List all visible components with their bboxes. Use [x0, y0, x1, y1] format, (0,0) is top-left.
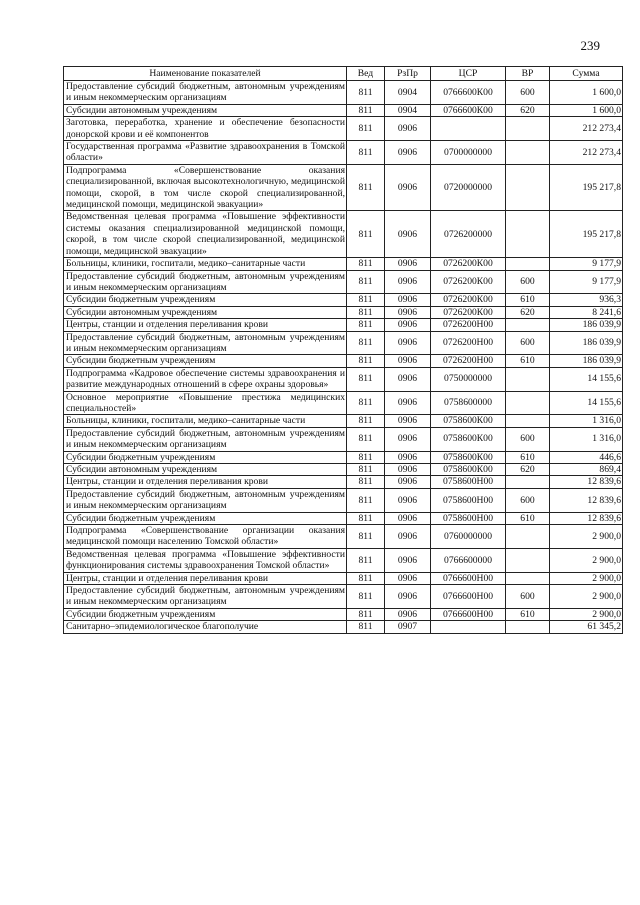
row-vr-cell: 600: [506, 331, 550, 355]
table-row: [64, 525, 623, 549]
row-rzpr-cell: 0906: [385, 164, 431, 211]
row-name-cell: Предоставление субсидий бюджетным, автономным учреждениям и иным некоммерческим организациям: [64, 585, 347, 609]
table-row: [64, 331, 623, 355]
row-sum-cell: 2 900,0: [550, 548, 623, 572]
row-vr-cell: 610: [506, 608, 550, 620]
row-name-cell: Государственная программа «Развитие здравоохранения в Томской области»: [64, 141, 347, 165]
row-name-cell: Центры, станции и отделения переливания крови: [64, 476, 347, 488]
row-sum-cell: 936,3: [550, 294, 623, 306]
row-rzpr-cell: 0906: [385, 608, 431, 620]
row-name-cell: Субсидии бюджетным учреждениям: [64, 451, 347, 463]
budget-table: [63, 66, 623, 634]
row-ved-cell: 811: [347, 104, 385, 116]
row-csr-cell: 0760000000: [431, 525, 506, 549]
row-ved-cell: 811: [347, 608, 385, 620]
row-csr-cell: 0726200К00: [431, 294, 506, 306]
row-name-cell: Субсидии бюджетным учреждениям: [64, 294, 347, 306]
row-name-cell: Субсидии автономным учреждениям: [64, 306, 347, 318]
row-sum-cell: 14 155,6: [550, 391, 623, 415]
row-name-cell: Больницы, клиники, госпитали, медико–санитарные части: [64, 415, 347, 427]
table-row: [64, 391, 623, 415]
row-rzpr-cell: 0906: [385, 427, 431, 451]
row-vr-cell: 600: [506, 488, 550, 512]
row-rzpr-cell: 0906: [385, 585, 431, 609]
row-vr-cell: 620: [506, 464, 550, 476]
row-ved-cell: 811: [347, 512, 385, 524]
row-sum-cell: 9 177,9: [550, 258, 623, 270]
row-ved-cell: 811: [347, 476, 385, 488]
row-csr-cell: 0758600Н00: [431, 512, 506, 524]
row-sum-cell: 2 900,0: [550, 608, 623, 620]
row-ved-cell: 811: [347, 141, 385, 165]
row-vr-cell: 620: [506, 306, 550, 318]
row-csr-cell: 0720000000: [431, 164, 506, 211]
row-sum-cell: 212 273,4: [550, 117, 623, 141]
row-rzpr-cell: 0906: [385, 415, 431, 427]
row-rzpr-cell: 0906: [385, 211, 431, 258]
table-header-row: [64, 67, 623, 81]
row-csr-cell: 0726200000: [431, 211, 506, 258]
row-csr-cell: 0726200К00: [431, 270, 506, 294]
row-rzpr-cell: 0906: [385, 476, 431, 488]
table-row: [64, 415, 623, 427]
row-csr-cell: 0766600000: [431, 548, 506, 572]
row-rzpr-cell: 0906: [385, 355, 431, 367]
row-vr-cell: [506, 367, 550, 391]
row-name-cell: Больницы, клиники, госпитали, медико–санитарные части: [64, 258, 347, 270]
row-vr-cell: [506, 141, 550, 165]
table-row: [64, 164, 623, 211]
row-name-cell: Субсидии автономным учреждениям: [64, 464, 347, 476]
table-row: [64, 117, 623, 141]
row-ved-cell: 811: [347, 464, 385, 476]
table-row: [64, 451, 623, 463]
row-ved-cell: 811: [347, 585, 385, 609]
row-vr-cell: [506, 548, 550, 572]
row-vr-cell: [506, 572, 550, 584]
row-name-cell: Субсидии бюджетным учреждениям: [64, 355, 347, 367]
row-ved-cell: 811: [347, 164, 385, 211]
row-rzpr-cell: 0906: [385, 141, 431, 165]
row-csr-cell: 0758600К00: [431, 464, 506, 476]
row-rzpr-cell: 0906: [385, 548, 431, 572]
row-vr-cell: 600: [506, 270, 550, 294]
table-row: [64, 464, 623, 476]
row-name-cell: Предоставление субсидий бюджетным, автономным учреждениям и иным некоммерческим организациям: [64, 331, 347, 355]
row-rzpr-cell: 0906: [385, 306, 431, 318]
table-row: [64, 585, 623, 609]
row-rzpr-cell: 0906: [385, 488, 431, 512]
row-sum-cell: 195 217,8: [550, 164, 623, 211]
table-body: [64, 81, 623, 634]
row-sum-cell: 1 316,0: [550, 415, 623, 427]
row-csr-cell: 0726200Н00: [431, 319, 506, 331]
row-sum-cell: 12 839,6: [550, 512, 623, 524]
row-name-cell: Субсидии бюджетным учреждениям: [64, 608, 347, 620]
row-sum-cell: 2 900,0: [550, 572, 623, 584]
row-name-cell: Ведомственная целевая программа «Повышение эффективности системы оказания специализированной медицинской помощи, скорой, в том числе скорой специализированной, медицинской помощи, медицинской эвакуации»: [64, 211, 347, 258]
row-csr-cell: 0766600Н00: [431, 608, 506, 620]
row-sum-cell: 186 039,9: [550, 319, 623, 331]
row-name-cell: Центры, станции и отделения переливания крови: [64, 319, 347, 331]
page-number: 239: [580, 38, 600, 53]
row-csr-cell: 0758600К00: [431, 451, 506, 463]
row-sum-cell: 1 316,0: [550, 427, 623, 451]
row-rzpr-cell: 0906: [385, 270, 431, 294]
table-row: [64, 81, 623, 105]
row-csr-cell: 0766600К00: [431, 81, 506, 105]
row-sum-cell: 8 241,6: [550, 306, 623, 318]
row-rzpr-cell: 0906: [385, 451, 431, 463]
header-csr: ЦСР: [431, 67, 506, 81]
table-row: [64, 319, 623, 331]
row-ved-cell: 811: [347, 391, 385, 415]
row-ved-cell: 811: [347, 548, 385, 572]
row-ved-cell: 811: [347, 81, 385, 105]
row-csr-cell: 0758600К00: [431, 415, 506, 427]
header-rzpr: РзПр: [385, 67, 431, 81]
row-csr-cell: 0766600Н00: [431, 585, 506, 609]
row-name-cell: Основное мероприятие «Повышение престижа медицинских специальностей»: [64, 391, 347, 415]
row-sum-cell: 186 039,9: [550, 355, 623, 367]
row-rzpr-cell: 0906: [385, 464, 431, 476]
row-sum-cell: 2 900,0: [550, 585, 623, 609]
row-csr-cell: 0726200Н00: [431, 355, 506, 367]
row-name-cell: Центры, станции и отделения переливания крови: [64, 572, 347, 584]
row-sum-cell: 195 217,8: [550, 211, 623, 258]
row-rzpr-cell: 0906: [385, 512, 431, 524]
row-vr-cell: [506, 164, 550, 211]
row-rzpr-cell: 0906: [385, 258, 431, 270]
row-ved-cell: 811: [347, 211, 385, 258]
row-ved-cell: 811: [347, 306, 385, 318]
row-csr-cell: 0726200Н00: [431, 331, 506, 355]
row-ved-cell: 811: [347, 117, 385, 141]
row-ved-cell: 811: [347, 319, 385, 331]
row-ved-cell: 811: [347, 427, 385, 451]
table-row: [64, 427, 623, 451]
row-vr-cell: [506, 211, 550, 258]
row-vr-cell: [506, 391, 550, 415]
row-sum-cell: 9 177,9: [550, 270, 623, 294]
row-rzpr-cell: 0906: [385, 117, 431, 141]
row-vr-cell: [506, 621, 550, 633]
row-vr-cell: 600: [506, 81, 550, 105]
row-ved-cell: 811: [347, 294, 385, 306]
table-row: [64, 548, 623, 572]
row-name-cell: Субсидии бюджетным учреждениям: [64, 512, 347, 524]
row-sum-cell: 1 600,0: [550, 81, 623, 105]
table-row: [64, 621, 623, 633]
row-csr-cell: 0758600Н00: [431, 488, 506, 512]
row-csr-cell: [431, 117, 506, 141]
row-rzpr-cell: 0906: [385, 525, 431, 549]
table-row: [64, 141, 623, 165]
row-rzpr-cell: 0904: [385, 104, 431, 116]
table-row: [64, 367, 623, 391]
row-ved-cell: 811: [347, 621, 385, 633]
row-name-cell: Санитарно–эпидемиологическое благополучие: [64, 621, 347, 633]
header-ved: Вед: [347, 67, 385, 81]
row-csr-cell: 0766600К00: [431, 104, 506, 116]
row-ved-cell: 811: [347, 488, 385, 512]
row-sum-cell: 212 273,4: [550, 141, 623, 165]
row-vr-cell: [506, 476, 550, 488]
row-sum-cell: 446,6: [550, 451, 623, 463]
row-name-cell: Подпрограмма «Кадровое обеспечение системы здравоохранения и развитие международных отношений в сфере охраны здоровья»: [64, 367, 347, 391]
row-sum-cell: 869,4: [550, 464, 623, 476]
row-vr-cell: 610: [506, 294, 550, 306]
row-vr-cell: 610: [506, 512, 550, 524]
row-vr-cell: [506, 415, 550, 427]
row-ved-cell: 811: [347, 415, 385, 427]
header-name: Наименование показателей: [64, 67, 347, 81]
row-vr-cell: 600: [506, 427, 550, 451]
row-rzpr-cell: 0906: [385, 391, 431, 415]
table-row: [64, 258, 623, 270]
row-csr-cell: 0726200К00: [431, 258, 506, 270]
row-vr-cell: 620: [506, 104, 550, 116]
row-vr-cell: [506, 258, 550, 270]
row-name-cell: Заготовка, переработка, хранение и обеспечение безопасности донорской крови и её компонентов: [64, 117, 347, 141]
table-row: [64, 572, 623, 584]
row-name-cell: Предоставление субсидий бюджетным, автономным учреждениям и иным некоммерческим организациям: [64, 427, 347, 451]
row-ved-cell: 811: [347, 525, 385, 549]
row-csr-cell: 0758600Н00: [431, 476, 506, 488]
row-name-cell: Подпрограмма «Совершенствование оказания специализированной, включая высокотехнологичную, медицинской помощи, скорой, в том числе скорой специализированной, медицинской помощи, медицинской эвакуации»: [64, 164, 347, 211]
row-name-cell: Субсидии автономным учреждениям: [64, 104, 347, 116]
table-row: [64, 488, 623, 512]
row-ved-cell: 811: [347, 355, 385, 367]
row-vr-cell: 610: [506, 451, 550, 463]
row-csr-cell: 0758600000: [431, 391, 506, 415]
row-name-cell: Предоставление субсидий бюджетным, автономным учреждениям и иным некоммерческим организациям: [64, 488, 347, 512]
row-rzpr-cell: 0906: [385, 331, 431, 355]
row-vr-cell: [506, 117, 550, 141]
row-rzpr-cell: 0906: [385, 367, 431, 391]
row-vr-cell: 600: [506, 585, 550, 609]
row-vr-cell: [506, 525, 550, 549]
row-csr-cell: 0726200К00: [431, 306, 506, 318]
row-rzpr-cell: 0906: [385, 572, 431, 584]
header-vr: ВР: [506, 67, 550, 81]
row-sum-cell: 12 839,6: [550, 476, 623, 488]
table-row: [64, 608, 623, 620]
row-csr-cell: [431, 621, 506, 633]
row-rzpr-cell: 0904: [385, 81, 431, 105]
row-sum-cell: 14 155,6: [550, 367, 623, 391]
row-ved-cell: 811: [347, 331, 385, 355]
row-ved-cell: 811: [347, 367, 385, 391]
row-ved-cell: 811: [347, 270, 385, 294]
table-row: [64, 355, 623, 367]
row-name-cell: Подпрограмма «Совершенствование организации оказания медицинской помощи населению Томской области»: [64, 525, 347, 549]
row-sum-cell: 61 345,2: [550, 621, 623, 633]
row-vr-cell: [506, 319, 550, 331]
row-rzpr-cell: 0906: [385, 294, 431, 306]
row-csr-cell: 0758600К00: [431, 427, 506, 451]
header-sum: Сумма: [550, 67, 623, 81]
row-ved-cell: 811: [347, 451, 385, 463]
row-sum-cell: 1 600,0: [550, 104, 623, 116]
row-ved-cell: 811: [347, 572, 385, 584]
row-sum-cell: 12 839,6: [550, 488, 623, 512]
row-name-cell: Ведомственная целевая программа «Повышение эффективности функционирования системы здравоохранения Томской области»: [64, 548, 347, 572]
table-row: [64, 104, 623, 116]
row-rzpr-cell: 0907: [385, 621, 431, 633]
row-rzpr-cell: 0906: [385, 319, 431, 331]
row-csr-cell: 0700000000: [431, 141, 506, 165]
table-row: [64, 512, 623, 524]
row-name-cell: Предоставление субсидий бюджетным, автономным учреждениям и иным некоммерческим организациям: [64, 270, 347, 294]
table-row: [64, 211, 623, 258]
row-sum-cell: 186 039,9: [550, 331, 623, 355]
table-row: [64, 476, 623, 488]
row-name-cell: Предоставление субсидий бюджетным, автономным учреждениям и иным некоммерческим организациям: [64, 81, 347, 105]
table-row: [64, 270, 623, 294]
row-csr-cell: 0766600Н00: [431, 572, 506, 584]
row-sum-cell: 2 900,0: [550, 525, 623, 549]
table-row: [64, 294, 623, 306]
row-ved-cell: 811: [347, 258, 385, 270]
row-csr-cell: 0750000000: [431, 367, 506, 391]
table-row: [64, 306, 623, 318]
row-vr-cell: 610: [506, 355, 550, 367]
